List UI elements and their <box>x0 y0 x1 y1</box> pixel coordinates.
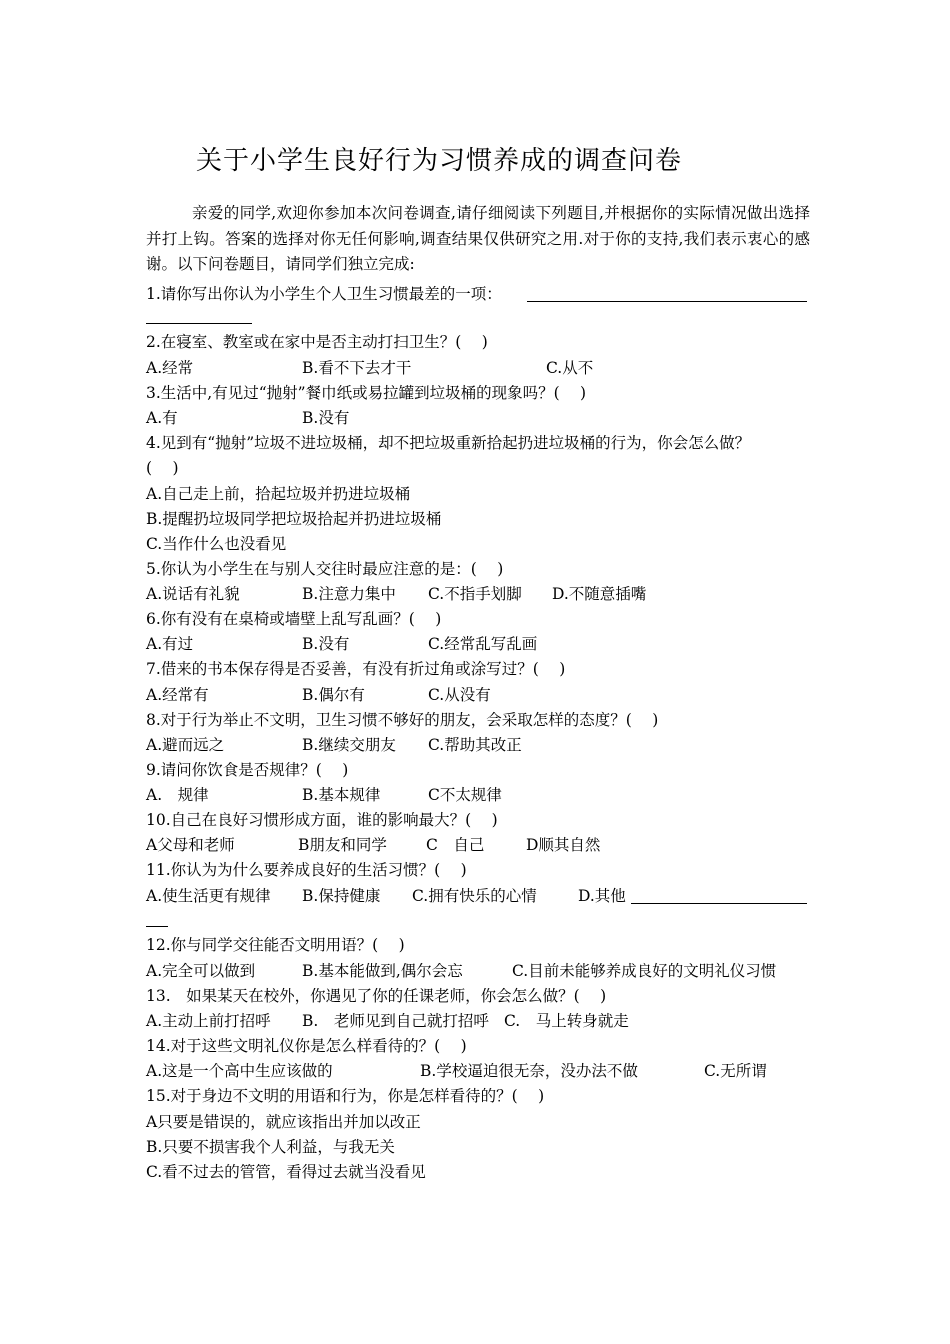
option-c[interactable]: C 自己 <box>426 836 485 854</box>
option-a[interactable]: A.有过 <box>146 635 194 653</box>
option-b[interactable]: B.没有 <box>302 409 350 427</box>
option-b[interactable]: B.偶尔有 <box>302 686 365 704</box>
option-c[interactable]: C.经常乱写乱画 <box>428 635 538 653</box>
option-b[interactable]: B. 老师见到自己就打招呼 <box>302 1012 489 1030</box>
option-d[interactable]: D.其他 <box>578 887 626 905</box>
question-7: 7.借来的书本保存得是否妥善，有没有折过角或涂写过？( ) <box>146 660 566 678</box>
answer-line-continued[interactable] <box>146 323 252 324</box>
option-a[interactable]: A. 规律 <box>146 786 209 804</box>
option-b[interactable]: B.基本能做到,偶尔会忘 <box>302 962 463 980</box>
option-d[interactable]: D.不随意插嘴 <box>552 585 647 603</box>
question-1: 1.请你写出你认为小学生个人卫生习惯最差的一项： <box>146 285 502 303</box>
option-a[interactable]: A.说话有礼貌 <box>146 585 240 603</box>
question-4: 4.见到有“抛射”垃圾不进垃圾桶，却不把垃圾重新拾起扔进垃圾桶的行为，你会怎么做？ <box>146 434 751 452</box>
question-15: 15.对于身边不文明的用语和行为，你是怎样看待的？( ) <box>146 1087 545 1105</box>
option-c[interactable]: C.看不过去的管管，看得过去就当没看见 <box>146 1163 426 1181</box>
other-answer-line[interactable] <box>631 903 807 904</box>
option-d[interactable]: D顺其自然 <box>526 836 601 854</box>
page-title: 关于小学生良好行为习惯养成的调查问卷 <box>196 146 683 176</box>
option-b[interactable]: B.看不下去才干 <box>302 359 412 377</box>
option-b[interactable]: B.只要不损害我个人利益，与我无关 <box>146 1138 395 1156</box>
option-c[interactable]: C不太规律 <box>428 786 502 804</box>
option-b[interactable]: B朋友和同学 <box>298 836 387 854</box>
question-5: 5.你认为小学生在与别人交往时最应注意的是：( ) <box>146 560 504 578</box>
option-a[interactable]: A.自己走上前，拾起垃圾并扔进垃圾桶 <box>146 485 411 503</box>
option-a[interactable]: A.经常有 <box>146 686 209 704</box>
question-14: 14.对于这些文明礼仪你是怎么样看待的？( ) <box>146 1037 467 1055</box>
option-c[interactable]: C.从不 <box>546 359 594 377</box>
option-c[interactable]: C. 马上转身就走 <box>504 1012 629 1030</box>
option-a[interactable]: A.主动上前打招呼 <box>146 1012 271 1030</box>
option-c[interactable]: C.无所谓 <box>704 1062 767 1080</box>
option-a[interactable]: A只要是错误的，就应该指出并加以改正 <box>146 1113 421 1131</box>
question-3: 3.生活中,有见过“抛射”餐巾纸或易拉罐到垃圾桶的现象吗？( ) <box>146 384 587 402</box>
option-c[interactable]: C.从没有 <box>428 686 491 704</box>
option-b[interactable]: B.保持健康 <box>302 887 381 905</box>
question-8: 8.对于行为举止不文明，卫生习惯不够好的朋友，会采取怎样的态度？( ) <box>146 711 659 729</box>
question-2: 2.在寝室、教室或在家中是否主动打扫卫生？( ) <box>146 333 488 351</box>
option-a[interactable]: A父母和老师 <box>146 836 235 854</box>
option-c[interactable]: C.帮助其改正 <box>428 736 522 754</box>
question-13: 13. 如果某天在校外，你遇见了你的任课老师，你会怎么做？( ) <box>146 987 607 1005</box>
option-c[interactable]: C.当作什么也没看见 <box>146 535 287 553</box>
answer-line[interactable] <box>527 301 807 302</box>
option-b[interactable]: B.学校逼迫很无奈，没办法不做 <box>420 1062 638 1080</box>
question-11: 11.你认为为什么要养成良好的生活习惯？( ) <box>146 861 467 879</box>
option-a[interactable]: A.有 <box>146 409 178 427</box>
option-b[interactable]: B.继续交朋友 <box>302 736 396 754</box>
option-c[interactable]: C.不指手划脚 <box>428 585 522 603</box>
question-12: 12.你与同学交往能否文明用语？( ) <box>146 936 405 954</box>
question-4-paren: ( ) <box>146 459 179 477</box>
question-6: 6.你有没有在桌椅或墙壁上乱写乱画？( ) <box>146 610 442 628</box>
option-b[interactable]: B.注意力集中 <box>302 585 396 603</box>
option-a[interactable]: A.避而远之 <box>146 736 225 754</box>
question-9: 9.请问你饮食是否规律？( ) <box>146 761 349 779</box>
intro-paragraph: 亲爱的同学,欢迎你参加本次问卷调查,请仔细阅读下列题目,并根据你的实际情况做出选择并打上钩。答案的选择对你无任何影响,调查结果仅供研究之用.对于你的支持,我们表示衷心的感谢。以下问卷题目，请同学们独立完成: <box>146 204 810 273</box>
option-b[interactable]: B.没有 <box>302 635 350 653</box>
option-b[interactable]: B.基本规律 <box>302 786 381 804</box>
option-c[interactable]: C.目前未能够养成良好的文明礼仪习惯 <box>512 962 777 980</box>
option-a[interactable]: A.完全可以做到 <box>146 962 256 980</box>
option-a[interactable]: A.使生活更有规律 <box>146 887 271 905</box>
option-a[interactable]: A.这是一个高中生应该做的 <box>146 1062 333 1080</box>
option-c[interactable]: C.拥有快乐的心情 <box>412 887 537 905</box>
other-answer-line-continued[interactable] <box>146 926 168 927</box>
option-a[interactable]: A.经常 <box>146 359 194 377</box>
option-b[interactable]: B.提醒扔垃圾同学把垃圾拾起并扔进垃圾桶 <box>146 510 442 528</box>
question-10: 10.自己在良好习惯形成方面，谁的影响最大？( ) <box>146 811 498 829</box>
